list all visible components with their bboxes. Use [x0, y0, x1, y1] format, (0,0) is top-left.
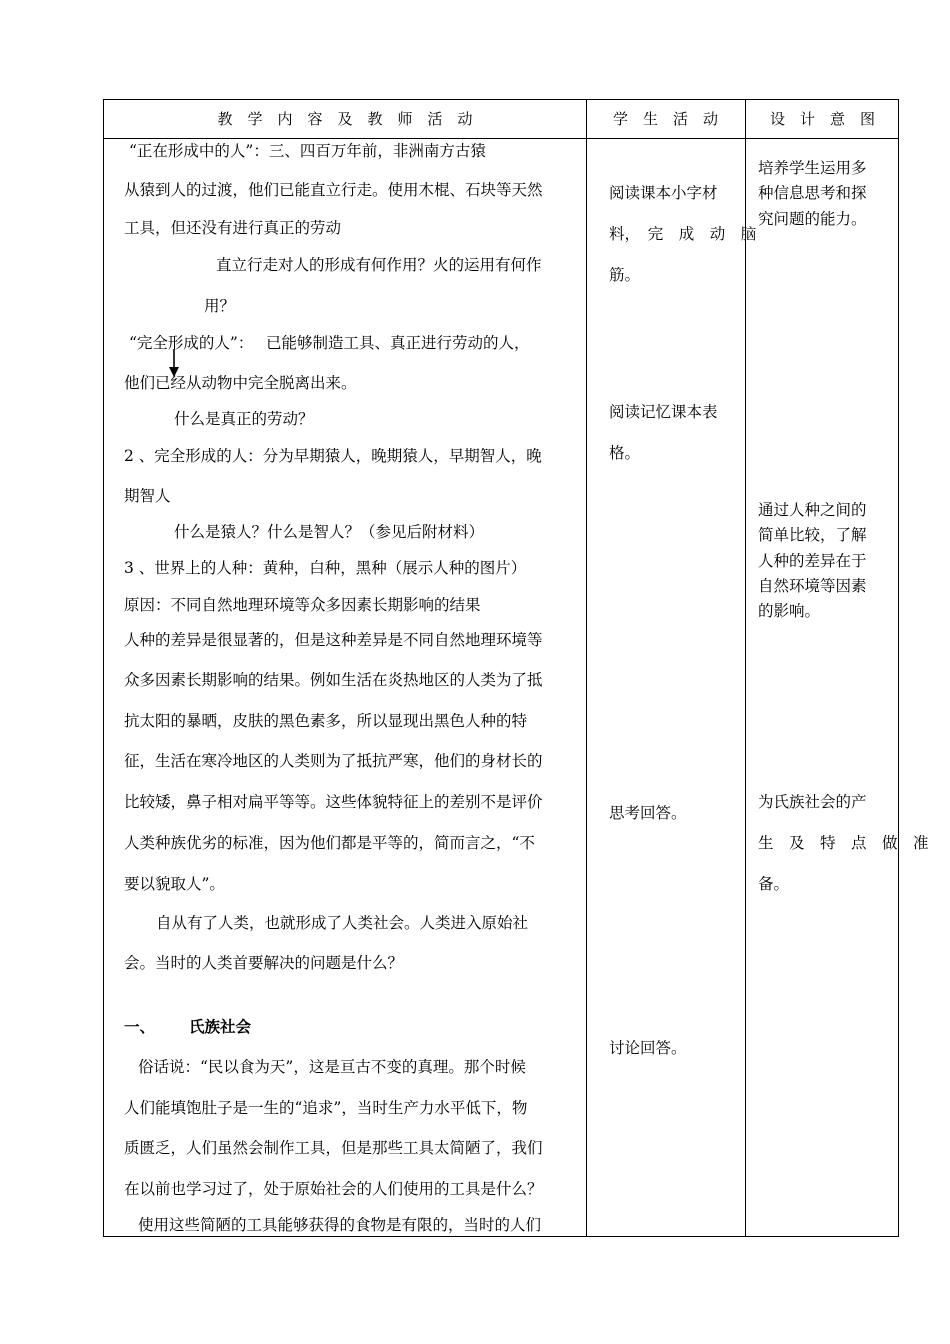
content-line: 什么是猿人？什么是智人？（参见后附材料）: [174, 523, 485, 541]
content-line: 使用这些简陋的工具能够获得的食物是有限的，当时的人们: [138, 1216, 542, 1234]
content-line: 在以前也学习过了，处于原始社会的人们使用的工具是什么？: [124, 1180, 543, 1198]
section-title: 氏族社会: [189, 1018, 252, 1036]
design-intent-line: 的影响。: [758, 602, 821, 620]
content-line: 自从有了人类，也就形成了人类社会。人类进入原始社: [156, 914, 529, 932]
design-intent-line: 自然环境等因素: [758, 577, 867, 595]
student-activity-line: 格。: [609, 444, 641, 462]
design-intent-line: 培养学生运用多: [758, 159, 867, 177]
content-line: 质匮乏，人们虽然会制作工具，但是那些工具太简陋了，我们: [124, 1139, 543, 1157]
content-line: 3 、世界上的人种：黄种，白种，黑种（展示人种的图片）: [124, 559, 527, 577]
content-line: “完全形成的人”： 已能够制造工具、真正进行劳动的人，: [129, 334, 530, 352]
content-line: 会。当时的人类首要解决的问题是什么？: [124, 954, 404, 972]
design-intent-line: 究问题的能力。: [758, 210, 867, 228]
content-line: 什么是真正的劳动？: [174, 410, 314, 428]
content-line: 比较矮，鼻子相对扁平等等。这些体貌特征上的差别不是评价: [124, 793, 543, 811]
content-line: 人种的差异是很显著的，但是这种差异是不同自然地理环境等: [124, 631, 543, 649]
content-line: “正在形成中的人”：三、四百万年前，非洲南方古猿: [129, 142, 486, 160]
content-line: 人类种族优劣的标准，因为他们都是平等的，简而言之，“不: [124, 834, 535, 852]
content-line: 人们能填饱肚子是一生的“追求”，当时生产力水平低下，物: [124, 1099, 528, 1117]
design-intent-line: 为氏族社会的产: [758, 793, 867, 811]
content-line: 2 、完全形成的人：分为早期猿人，晚期猿人，早期智人，晚: [124, 447, 542, 465]
design-intent-line: 备。: [758, 875, 790, 893]
student-activity-line: 料， 完 成 动 脑: [609, 225, 757, 243]
header-divider: [104, 138, 898, 139]
header-design-intent: 设 计 意 图: [769, 110, 875, 128]
section-number: 一、: [124, 1018, 156, 1036]
column-divider: [745, 100, 746, 1236]
content-line: 从猿到人的过渡，他们已能直立行走。使用木棍、石块等天然: [124, 181, 543, 199]
content-line: 期智人: [124, 487, 171, 505]
header-student-activity: 学 生 活 动: [612, 110, 718, 128]
header-teaching-content: 教 学 内 容 及 教 师 活 动: [217, 110, 473, 128]
student-activity-line: 阅读课本小字材: [609, 184, 718, 202]
lesson-plan-table: [103, 99, 929, 1237]
content-line: 工具，但还没有进行真正的劳动: [124, 219, 342, 237]
content-line: 他们已经从动物中完全脱离出来。: [124, 374, 357, 392]
design-intent-line: 人种的差异在于: [758, 552, 867, 570]
content-line: 抗太阳的暴晒，皮肤的黑色素多，所以显现出黑色人种的特: [124, 712, 528, 730]
student-activity-line: 思考回答。: [609, 804, 687, 822]
student-activity-line: 阅读记忆课本表: [609, 403, 718, 421]
design-intent-line: 通过人种之间的: [758, 501, 867, 519]
content-line: 原因：不同自然地理环境等众多因素长期影响的结果: [124, 596, 481, 614]
content-line: 直立行走对人的形成有何作用？火的运用有何作: [216, 256, 542, 274]
student-activity-line: 筋。: [609, 266, 641, 284]
content-line: 用？: [204, 297, 236, 315]
design-intent-line: 种信息思考和探: [758, 184, 867, 202]
content-line: 征，生活在寒冷地区的人类则为了抵抗严寒，他们的身材长的: [124, 752, 543, 770]
content-line: 俗话说：“民以食为天”，这是亘古不变的真理。那个时候: [138, 1058, 526, 1076]
design-intent-line: 简单比较，了解: [758, 526, 867, 544]
design-intent-line: 生 及 特 点 做 准: [758, 834, 929, 852]
content-line: 众多因素长期影响的结果。例如生活在炎热地区的人类为了抵: [124, 671, 543, 689]
column-divider: [586, 100, 587, 1236]
content-line: 要以貌取人”。: [124, 875, 225, 893]
student-activity-line: 讨论回答。: [609, 1039, 687, 1057]
